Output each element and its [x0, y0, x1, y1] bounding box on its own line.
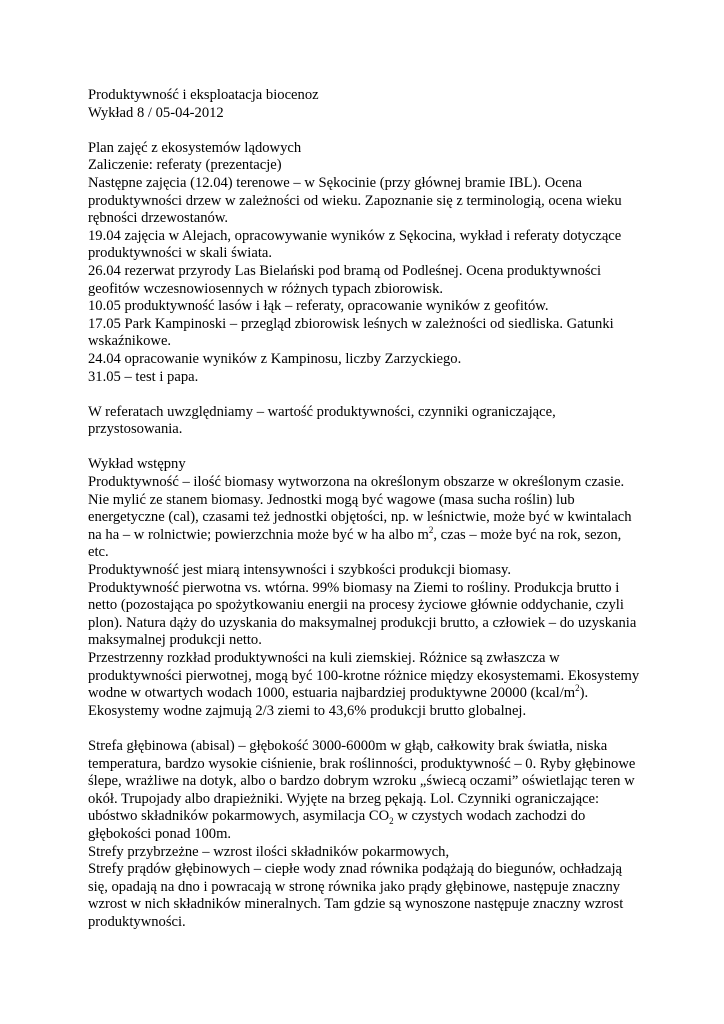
referaty-line: W referatach uwzględniamy – wartość produktywności, czynniki ograniczające, — [88, 403, 556, 420]
plan-line: 19.04 zajęcia w Alejach, opracowywanie wyników z Sękocina, wykład i referaty dotyczące — [88, 227, 622, 244]
referaty-section — [88, 404, 648, 439]
paragraph-gap — [88, 122, 648, 140]
plan-line: produktywności w skali świata. — [88, 245, 273, 262]
paragraph-gap — [88, 439, 648, 457]
document-page — [88, 87, 648, 932]
text-fragment: na ha – w rolnictwie; powierzchnia może być w ha albo m — [88, 526, 429, 543]
wyklad-line: Nie mylić ze stanem biomasy. Jednostki mogą być wagowe (masa sucha roślin) lub — [88, 491, 575, 508]
paragraph-gap — [88, 720, 648, 738]
subscript: 2 — [389, 816, 394, 827]
wyklad-line: plon). Natura dąży do uzyskania do maksymalnej produkcji brutto, a człowiek – do uzyskania — [88, 614, 637, 631]
plan-line: Plan zajęć z ekosystemów lądowych — [88, 139, 302, 156]
wyklad-section — [88, 456, 648, 720]
plan-line: produktywności drzew w zależności od wieku. Zapoznanie się z terminologią, ocena wieku — [88, 192, 622, 209]
plan-line: Zaliczenie: referaty (prezentacje) — [88, 157, 282, 174]
plan-line: rębności drzewostanów. — [88, 210, 229, 227]
plan-section — [88, 140, 648, 386]
wyklad-line — [88, 524, 648, 545]
strefy-line: produktywności. — [88, 913, 186, 930]
wyklad-line: Produktywność pierwotna vs. wtórna. 99% biomasy na Ziemi to rośliny. Produkcja brutto i — [88, 579, 620, 596]
strefy-line: temperatura, bardzo wysokie ciśnienie, brak roślinności, produktywność – 0. Ryby głębinowe — [88, 755, 636, 772]
plan-line: 24.04 opracowanie wyników z Kampinosu, liczby Zarzyckiego. — [88, 350, 462, 367]
wyklad-line: Przestrzenny rozkład produktywności na kuli ziemskiej. Różnice są zwłaszcza w — [88, 650, 560, 666]
text-fragment: wodne w otwartych wodach 1000, estuaria najbardziej produktywne 20000 (kcal/m — [88, 685, 576, 702]
wyklad-line: etc. — [88, 544, 109, 561]
wyklad-line: Produktywność – ilość biomasy wytworzona na określonym obszarze w określonym czasie. — [88, 474, 625, 491]
plan-line: wskaźnikowe. — [88, 333, 172, 350]
wyklad-line: produktywności pierwotnej, mogą być 100-krotne różnice między ekosystemami. Ekosystemy — [88, 667, 640, 684]
plan-line: 31.05 – test i papa. — [88, 368, 199, 385]
paragraph-gap — [88, 386, 648, 404]
lecture-info: Wykład 8 / 05-04-2012 — [88, 104, 224, 121]
wyklad-line — [88, 685, 648, 703]
plan-line: geofitów wczesnowiosennych w różnych typach zbiorowisk. — [88, 280, 444, 297]
strefy-section — [88, 738, 648, 932]
strefy-line: wzrost w nich składników mineralnych. Tam gdzie są wynoszone następuje znaczny wzrost — [88, 896, 624, 913]
strefy-line: się, opadają na dno i powracają w stronę równika jako prądy głębinowe, następuje znaczny — [88, 878, 621, 895]
wyklad-line: netto (pozostająca po spożytkowaniu energii na procesy życiowe głównie oddychanie, czyli — [88, 597, 624, 614]
referaty-line: przystosowania. — [88, 421, 183, 438]
plan-line: 26.04 rezerwat przyrody Las Bielański pod bramą od Podleśnej. Ocena produktywności — [88, 262, 602, 279]
wyklad-line: Ekosystemy wodne zajmują 2/3 ziemi to 43,6% produkcji brutto globalnej. — [88, 702, 527, 719]
document-title: Produktywność i eksploatacja biocenoz — [88, 87, 319, 103]
strefy-line — [88, 808, 648, 826]
strefy-line: ślepe, wrażliwe na dotyk, albo o bardzo dobrym wzroku „świecą oczami” oświetlając teren w — [88, 773, 635, 790]
strefy-line: głębokości ponad 100m. — [88, 825, 232, 842]
strefy-line: Strefy prądów głębinowych – ciepłe wody znad równika podążają do biegunów, ochładzają — [88, 861, 622, 878]
superscript: 2 — [575, 683, 580, 694]
wyklad-heading: Wykład wstępny — [88, 456, 186, 473]
text-fragment: ). — [579, 685, 589, 702]
strefy-line: okół. Trupojady albo drapieżniki. Wyjęte na brzeg pękają. Lol. Czynniki ograniczające: — [88, 790, 600, 807]
wyklad-line: energetyczne (cal), czasami też jednostki objętości, np. w leśnictwie, może być w kwintalach — [88, 509, 632, 526]
text-fragment: w czystych wodach zachodzi do — [393, 808, 586, 825]
strefy-line: Strefy przybrzeżne – wzrost ilości składników pokarmowych, — [88, 843, 450, 860]
plan-line: 17.05 Park Kampinoski – przegląd zbiorowisk leśnych w zależności od siedliska. Gatunki — [88, 315, 614, 332]
text-fragment: ubóstwo składników pokarmowych, asymilacja CO — [88, 808, 390, 825]
wyklad-line: Produktywność jest miarą intensywności i szybkości produkcji biomasy. — [88, 562, 512, 579]
strefy-line: Strefa głębinowa (abisal) – głębokość 3000-6000m w głąb, całkowity brak światła, niska — [88, 737, 608, 754]
superscript: 2 — [428, 524, 434, 535]
plan-line: Następne zajęcia (12.04) terenowe – w Sękocinie (przy głównej bramie IBL). Ocena — [88, 174, 582, 191]
plan-line: 10.05 produktywność lasów i łąk – referaty, opracowanie wyników z geofitów. — [88, 298, 549, 315]
wyklad-line: maksymalnej produkcji netto. — [88, 632, 262, 649]
text-fragment: , czas – może być na rok, sezon, — [433, 526, 622, 543]
